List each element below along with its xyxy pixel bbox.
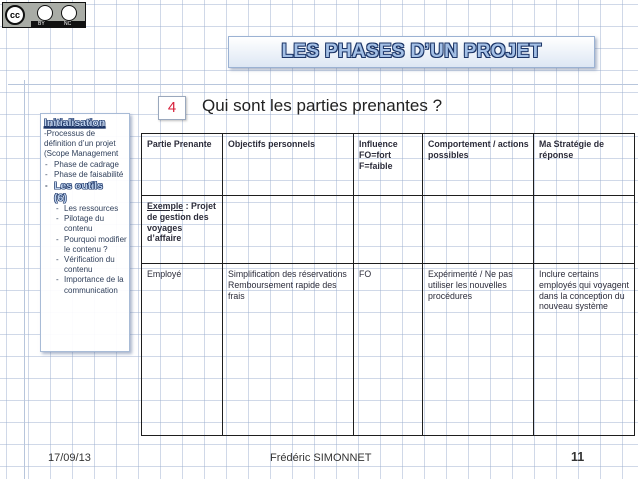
footer-author: Frédéric SIMONNET	[270, 452, 372, 464]
table-header-cell: Comportement / actions possibles	[423, 134, 534, 196]
sidebar-subitem: - Pourquoi modifier le contenu ?	[44, 235, 127, 255]
table-example-row	[142, 196, 635, 264]
footer-date: 17/09/13	[48, 452, 91, 464]
table-header-cell: Partie Prenante	[142, 134, 223, 196]
example-text: : Projet de gestion des voyages d’affaire	[147, 201, 216, 244]
example-cell	[142, 196, 223, 264]
attribution-icon	[37, 5, 53, 21]
table-header-row	[142, 134, 635, 196]
sidebar-item-highlight: - Les outils	[44, 180, 127, 192]
table-header-cell: Influence FO=fort F=faible	[354, 134, 423, 196]
stakeholder-table	[141, 133, 635, 436]
sidebar-subitem: - Pilotage du contenu	[44, 214, 127, 234]
license-badge	[2, 2, 86, 28]
margin-line-vertical	[24, 80, 25, 479]
license-by-label: BY	[38, 21, 45, 27]
question-text: Qui sont les parties prenantes ?	[202, 96, 443, 115]
sidebar-intro: -Processus de définition d’un projet (Scope Management	[44, 129, 119, 159]
table-row	[142, 264, 635, 436]
creative-commons-icon: cc	[5, 5, 25, 25]
page-number: 11	[571, 450, 585, 464]
sidebar-heading: Initialisation	[44, 117, 106, 129]
table-cell: Simplification des réservations Remboursement rapide des frais	[223, 264, 354, 436]
page-title: LES PHASES D’UN PROJET	[228, 36, 595, 68]
table-cell: Employé	[142, 264, 223, 436]
margin-line-horizontal	[8, 84, 638, 85]
sidebar-list	[44, 160, 127, 296]
table-cell	[354, 196, 423, 264]
table-cell	[534, 196, 635, 264]
sidebar-subitem: - Vérification du contenu	[44, 255, 127, 275]
table-header-cell: Ma Stratégie de réponse	[534, 134, 635, 196]
sidebar-item: - Phase de cadrage	[44, 160, 127, 170]
sidebar-subitem: - Les ressources	[44, 204, 127, 214]
license-labels	[31, 21, 85, 28]
question-number: 4	[158, 96, 186, 120]
table-cell	[223, 196, 354, 264]
example-label: Exemple	[147, 201, 184, 211]
non-commercial-icon	[61, 5, 77, 21]
license-nc-label: NC	[64, 21, 72, 27]
sidebar-subitem: - Importance de la communication	[44, 275, 127, 295]
sidebar-item: - Phase de faisabilité	[44, 170, 127, 180]
table-cell: Expérimenté / Ne pas utiliser les nouvelles procédures	[423, 264, 534, 436]
table-cell	[423, 196, 534, 264]
table-cell: Inclure certains employés qui voyagent dans la conception du nouveau système	[534, 264, 635, 436]
sidebar-outline	[40, 113, 130, 352]
sidebar-item-highlight-count: (6)	[54, 192, 67, 205]
table-header-cell: Objectifs personnels	[223, 134, 354, 196]
table-cell: FO	[354, 264, 423, 436]
